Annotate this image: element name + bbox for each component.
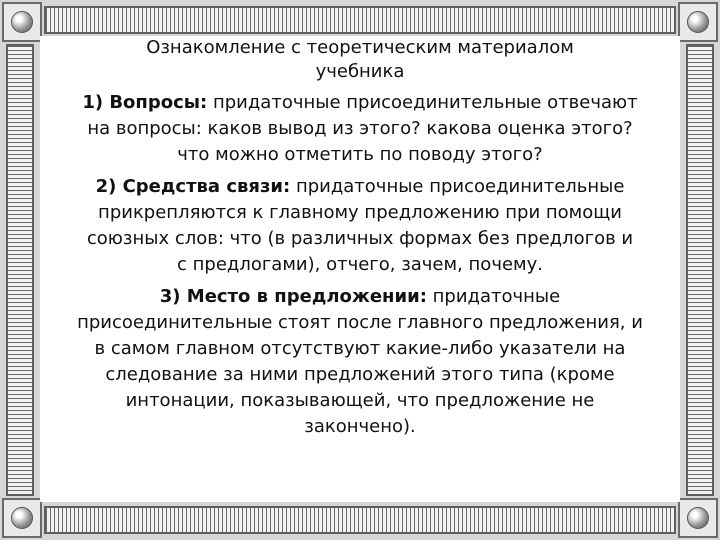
item-text: придаточные присоединительные стоят после главного предложения, и в самом главном отсутствуют какие-либо указатели на следование за ними предложений этого типа (кроме интонации, показывающей, что предложение не закончено). [77,286,643,437]
corner-knob-bottom-left [2,498,42,538]
frame-left-bar [6,44,34,496]
item-text: придаточные присоединительные отвечают на вопросы: каков вывод из этого? какова оценка этого? что можно отметить по поводу этого? [87,92,638,165]
slide-content [40,36,680,502]
slide-title: Ознакомление с теоретическим материалом учебника [146,37,574,82]
item-label: 1) Вопросы: [82,92,208,113]
corner-knob-top-left [2,2,42,42]
item-label: 2) Средства связи: [95,176,291,197]
corner-knob-top-right [678,2,718,42]
frame-top-bar [44,6,676,34]
item-label: 3) Место в предложении: [159,286,427,307]
frame-bottom-bar [44,506,676,534]
list-item [70,284,650,440]
item-text: придаточные присоединительные прикрепляются к главному предложению при помощи союзных слов: что (в различных формах без предлогов и с предлогами), отчего, зачем, почему. [86,176,634,275]
list-item [80,174,640,278]
list-item [80,90,640,168]
corner-knob-bottom-right [678,498,718,538]
frame-right-bar [686,44,714,496]
